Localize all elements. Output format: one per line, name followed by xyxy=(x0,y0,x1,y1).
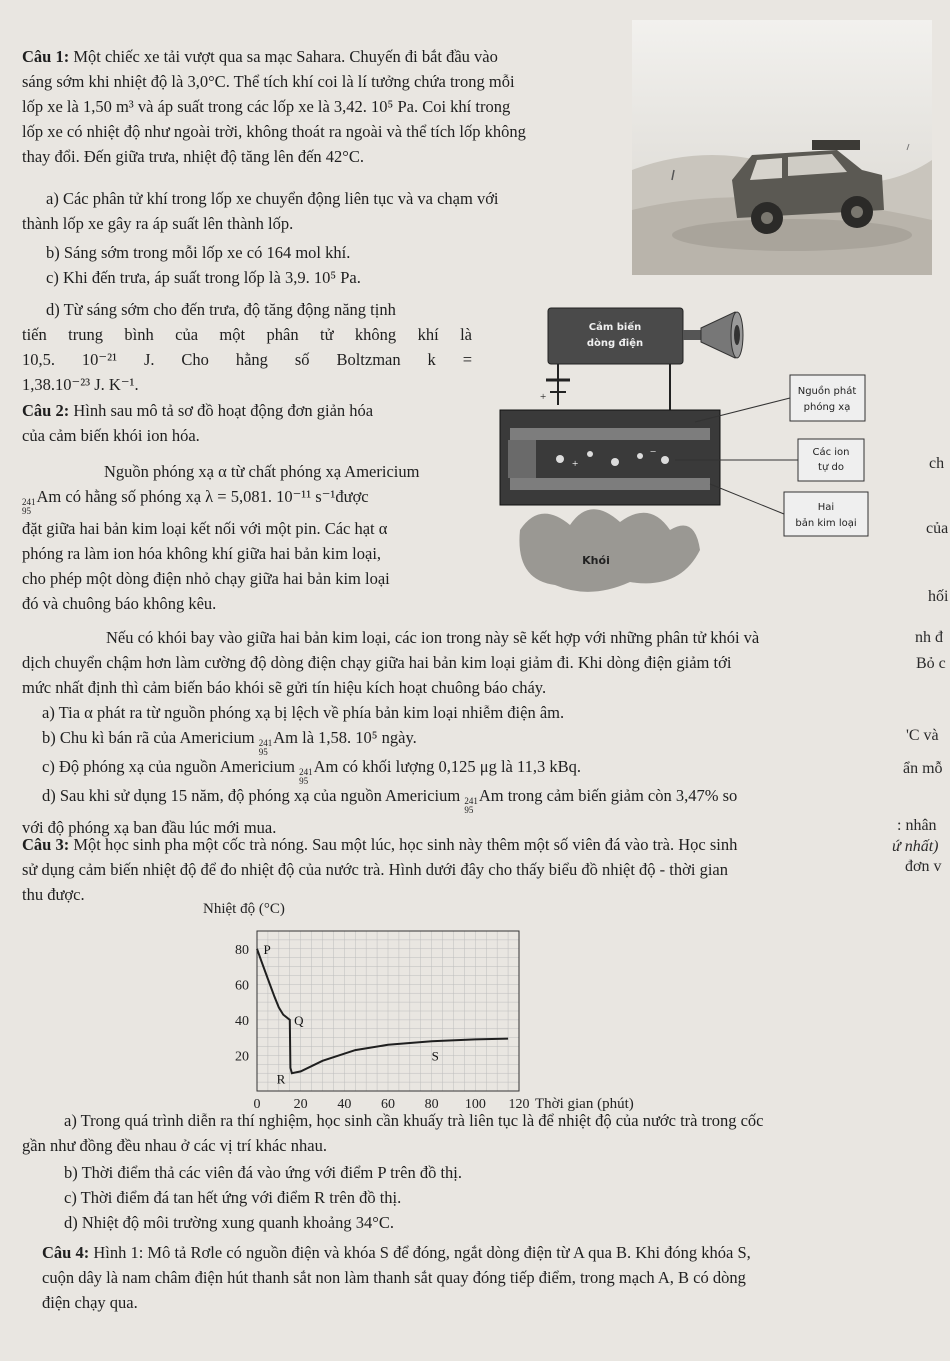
smoke-label: Khói xyxy=(582,554,610,567)
q1-option-d xyxy=(22,297,472,397)
q4-line: Hình 1: Mô tả Rơle có nguồn điện và khóa S để đóng, ngắt dòng điện từ A qua B. Khi đóng khóa S, xyxy=(93,1243,751,1262)
edge-text: của xyxy=(926,520,949,537)
q1-intro-line: sáng sớm khi nhiệt độ là 3,0°C. Thể tích khí coi là lí tưởng chứa trong mỗi xyxy=(22,72,515,91)
y-tick-label: 60 xyxy=(235,978,249,994)
metal-plate-bottom xyxy=(510,478,710,490)
x-tick-label: 60 xyxy=(381,1097,395,1112)
q1-a-line: a) Các phân tử khí trong lốp xe chuyển động liên tục và va chạm với xyxy=(46,189,499,208)
edge-text: ch xyxy=(929,455,945,472)
q2-intro xyxy=(22,398,472,448)
smoke-cloud xyxy=(519,509,700,592)
edge-text: ẩn mỗ xyxy=(903,760,943,777)
x-tick-label: 40 xyxy=(337,1097,352,1112)
edge-text: hối xyxy=(928,588,949,605)
q3-label: Câu 3: xyxy=(22,835,70,854)
q4-line: điện chạy qua. xyxy=(42,1293,138,1312)
isotope-am241: 241 95 xyxy=(299,767,313,786)
plates-label: Hai xyxy=(817,502,835,513)
q1-option-c: c) Khi đến trưa, áp suất trong lốp là 3,9. 10⁵ Pa. xyxy=(46,268,361,287)
q2-desc-line: Nguồn phóng xạ α từ chất phóng xạ Americium xyxy=(104,462,420,481)
q2-desc-line: đó và chuông báo không kêu. xyxy=(22,594,217,613)
edge-text: Bỏ c xyxy=(916,655,946,672)
q3-intro-line: sử dụng cảm biến nhiệt độ để đo nhiệt độ của nước trà. Hình dưới đây cho thấy biểu đồ nhiệt độ - thời gian xyxy=(22,860,728,879)
q2-desc-line: cho phép một dòng điện nhỏ chạy giữa hai bản kim loại xyxy=(22,569,390,588)
metal-plate-top xyxy=(510,428,710,440)
q2-p2-line: dịch chuyển chậm hơn làm cường độ dòng điện chạy giữa hai bản kim loại giảm đi. Khi dòng điện giảm tới xyxy=(22,653,732,672)
point-label-s: S xyxy=(431,1048,439,1064)
q3-intro-line: thu được. xyxy=(22,885,85,904)
q1-intro-line: Một chiếc xe tải vượt qua sa mạc Sahara. Chuyến đi bắt đầu vào xyxy=(73,47,498,66)
current-sensor-box xyxy=(548,308,683,364)
isotope-am241: 241 95 xyxy=(258,738,273,757)
chart-xlabel: Thời gian (phút) xyxy=(535,1096,634,1112)
chart-ylabel: Nhiệt độ (°C) xyxy=(203,901,285,917)
svg-text:+: + xyxy=(572,458,579,470)
q1-d-line: 1,38.10⁻²³ J. K⁻¹. xyxy=(22,375,139,394)
q2-p2-line: mức nhất định thì cảm biến báo khói sẽ gửi tín hiệu kích hoạt chuông báo cháy. xyxy=(22,678,547,697)
q1-a-line: thành lốp xe gây ra áp suất lên thành lốp. xyxy=(22,214,294,233)
q2-option-d: d) Sau khi sử dụng 15 năm, độ phóng xạ của nguồn Americium 241 95 Am trong cảm biến giảm còn 3,47% so với độ phóng xạ ban đầu lúc mới mua. xyxy=(22,783,897,840)
q1-intro-line: lốp xe là 1,50 m³ và áp suất trong các lốp xe là 3,42. 10⁵ Pa. Coi khí trong xyxy=(22,97,511,116)
radiation-source xyxy=(508,440,536,478)
point-label-p: P xyxy=(263,941,271,957)
q3-option-a xyxy=(22,1108,852,1158)
q2-desc-line: Am có hằng số phóng xạ λ = 5,081. 10⁻¹¹ s⁻¹được xyxy=(36,487,369,506)
source-label: phóng xạ xyxy=(803,402,851,413)
alarm-horn-icon xyxy=(683,312,743,358)
q2-d-line: với độ phóng xạ ban đầu lúc mới mua. xyxy=(22,818,277,837)
q2-label: Câu 2: xyxy=(22,401,70,420)
x-tick-label: 0 xyxy=(253,1097,261,1112)
q3-option-d: d) Nhiệt độ môi trường xung quanh khoảng 34°C. xyxy=(64,1213,394,1232)
point-label-q: Q xyxy=(294,1012,304,1028)
battery-icon xyxy=(540,380,570,403)
q1-d-line: d) Từ sáng sớm cho đến trưa, độ tăng động năng tịnh xyxy=(46,300,396,319)
source-label: Nguồn phát xyxy=(797,386,857,397)
y-tick-label: 80 xyxy=(235,942,249,958)
q3-option-b: b) Thời điểm thả các viên đá vào ứng với điểm P trên đồ thị. xyxy=(64,1163,463,1182)
svg-text:−: − xyxy=(650,446,657,458)
q1-d-line: tiến trung bình của một phân tử không khí là xyxy=(22,325,472,344)
q1-d-line: 10,5. 10⁻²¹ J. Cho hằng số Boltzman k = xyxy=(22,350,472,369)
q2-description xyxy=(22,459,477,616)
x-tick-label: 120 xyxy=(508,1097,530,1112)
edge-text: 'C và xyxy=(906,727,939,744)
edge-text: : nhân xyxy=(897,817,937,834)
isotope-am241: 241 95 xyxy=(464,796,478,815)
point-label-r: R xyxy=(276,1071,286,1087)
q1-intro-line: lốp xe có nhiệt độ như ngoài trời, không thoát ra ngoài và thể tích lốp không xyxy=(22,122,526,141)
q2-option-b: b) Chu kì bán rã của Americium 241 95 Am là 1,58. 10⁵ ngày. xyxy=(42,728,417,757)
x-tick-label: 80 xyxy=(424,1097,439,1112)
q3-a-line: gần như đồng đều nhau ở các vị trí khác nhau. xyxy=(22,1136,327,1155)
isotope-am241: 241 95 xyxy=(22,497,36,516)
q4-label: Câu 4: xyxy=(42,1243,90,1262)
q2-paragraph-2 xyxy=(22,625,897,700)
y-tick-label: 40 xyxy=(235,1013,249,1029)
y-tick-label: 20 xyxy=(235,1049,249,1065)
sensor-label: dòng điện xyxy=(586,338,644,349)
q1-intro xyxy=(22,44,632,169)
x-tick-label: 100 xyxy=(464,1097,486,1112)
edge-text: đơn v xyxy=(905,858,942,875)
smoke-detector-diagram xyxy=(480,300,895,618)
q2-desc-line: đặt giữa hai bản kim loại kết nối với một pin. Các hạt α xyxy=(22,519,388,538)
q4-text xyxy=(42,1240,842,1315)
svg-text:+: + xyxy=(540,391,547,403)
temperature-time-chart xyxy=(195,893,675,1123)
q1-option-b: b) Sáng sớm trong mỗi lốp xe có 164 mol khí. xyxy=(46,243,351,262)
edge-text: ứ nhất) xyxy=(892,838,939,855)
q2-desc-line: phóng ra làm ion hóa không khí giữa hai bản kim loại, xyxy=(22,544,382,563)
truck-photo xyxy=(632,20,932,275)
x-tick-label: 20 xyxy=(293,1097,308,1112)
q1-intro-line: thay đổi. Đến giữa trưa, nhiệt độ tăng lên đến 42°C. xyxy=(22,147,365,166)
q2-p2-line: Nếu có khói bay vào giữa hai bản kim loại, các ion trong này sẽ kết hợp với những phân tử khói và xyxy=(106,628,760,647)
edge-text: nh đ xyxy=(915,629,943,646)
q1-label: Câu 1: xyxy=(22,47,70,66)
q3-option-c: c) Thời điểm đá tan hết ứng với điểm R trên đồ thị. xyxy=(64,1188,402,1207)
ions-label: tự do xyxy=(818,462,844,473)
q2-option-a: a) Tia α phát ra từ nguồn phóng xạ bị lệch về phía bản kim loại nhiễm điện âm. xyxy=(42,703,565,722)
ions-label: Các ion xyxy=(812,447,850,458)
q3-intro-line: Một học sinh pha một cốc trà nóng. Sau một lúc, học sinh này thêm một số viên đá vào trà. Học sinh xyxy=(73,835,738,854)
q3-a-line: a) Trong quá trình diễn ra thí nghiệm, học sinh cần khuấy trà liên tục là để nhiệt độ của nước trà trong cốc xyxy=(64,1111,764,1130)
q4-line: cuộn dây là nam châm điện hút thanh sắt non làm thanh sắt quay đóng tiếp điểm, trong mạch A, B có dòng xyxy=(42,1268,746,1287)
q2-intro-line: Hình sau mô tả sơ đồ hoạt động đơn giản hóa xyxy=(73,401,374,420)
q1-option-a xyxy=(22,186,632,236)
plates-label: bản kim loại xyxy=(795,518,857,529)
sensor-label: Cảm biến xyxy=(588,322,642,333)
q2-option-c: c) Độ phóng xạ của nguồn Americium 241 95 Am có khối lượng 0,125 μg là 11,3 kBq. xyxy=(42,757,582,786)
q2-intro-line: của cảm biến khói ion hóa. xyxy=(22,426,200,445)
